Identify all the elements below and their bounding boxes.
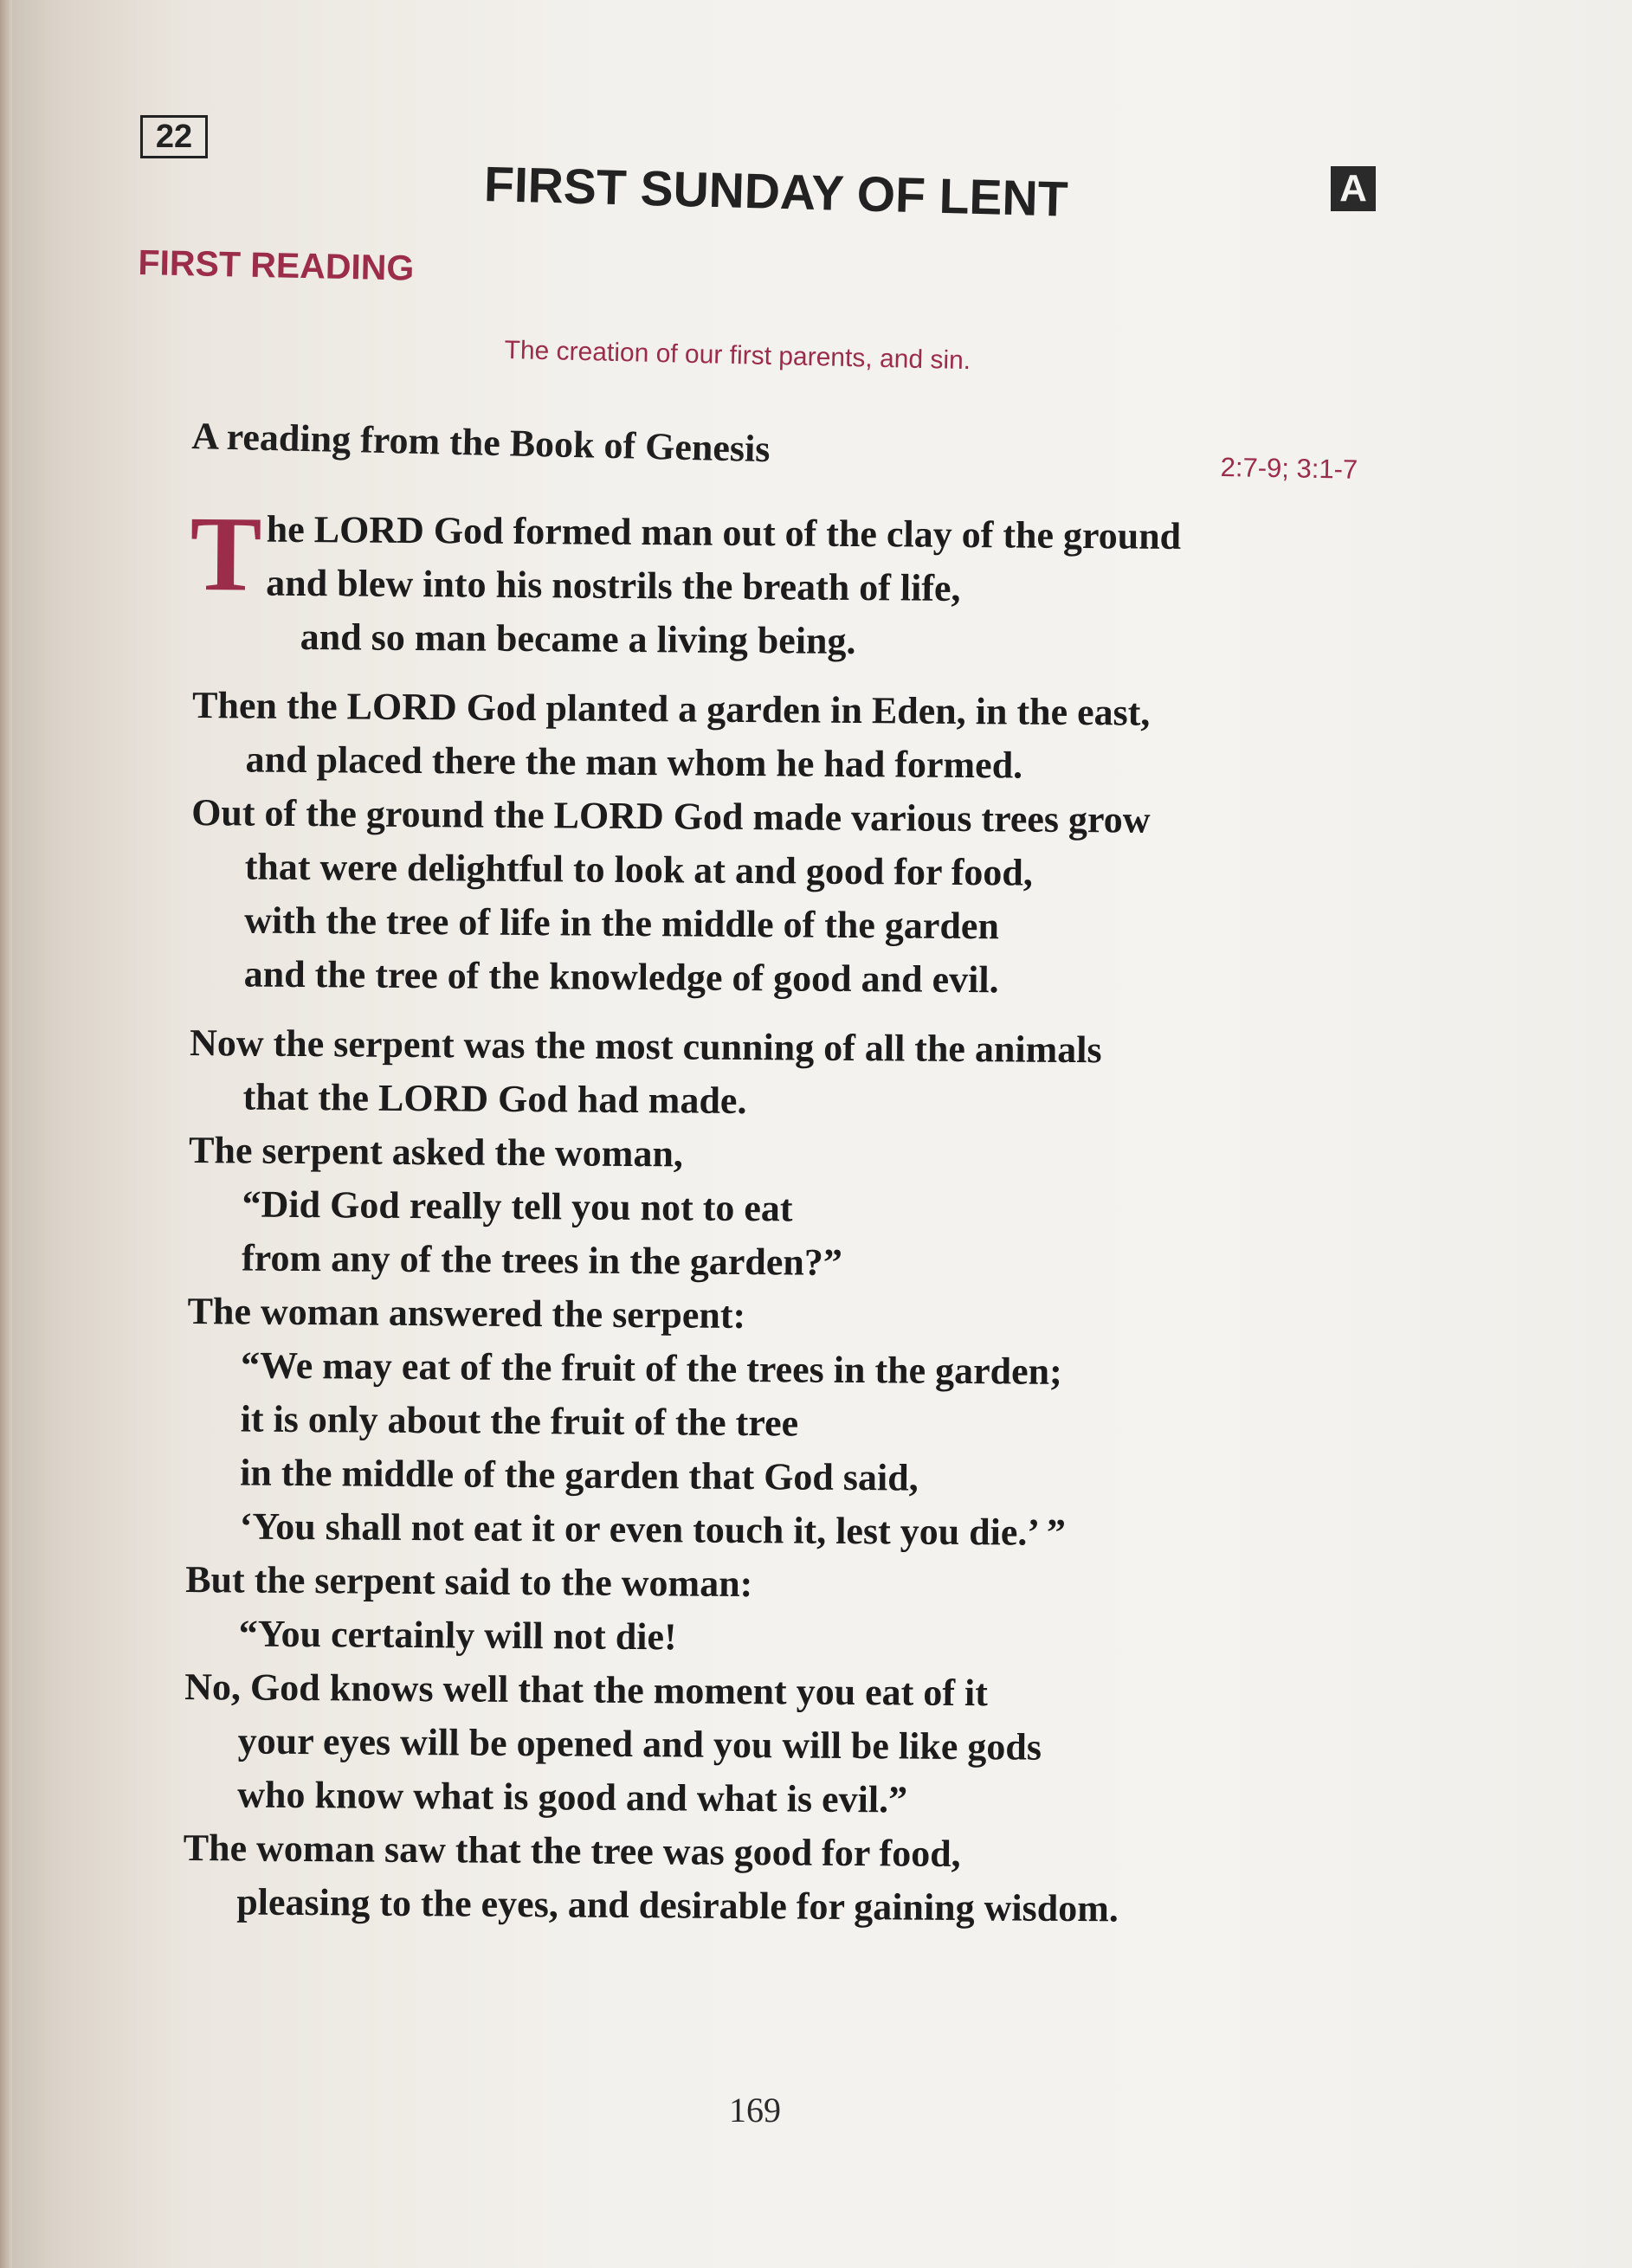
text-line: But the serpent said to the woman: (185, 1557, 753, 1606)
text-line: “You certainly will not die! (238, 1612, 677, 1659)
drop-cap: T (189, 493, 262, 614)
text-line: “Did God really tell you not to eat (242, 1182, 793, 1230)
text-line: it is only about the fruit of the tree (240, 1397, 799, 1445)
text-line: No, God knows well that the moment you eat of it (184, 1665, 989, 1715)
page-edge (0, 0, 12, 2268)
text-line: your eyes will be opened and you will be like gods (237, 1719, 1042, 1769)
text-line: that were delightful to look at and good for food, (244, 845, 1034, 894)
page-title: FIRST SUNDAY OF LENT (483, 156, 1069, 228)
text-line: with the tree of life in the middle of the garden (244, 899, 1000, 948)
text-line: and blew into his nostrils the breath of life, (266, 561, 961, 609)
section-heading: FIRST READING (138, 242, 415, 288)
scripture-citation: 2:7-9; 3:1-7 (1220, 452, 1358, 485)
text-line: pleasing to the eyes, and desirable for gaining wisdom. (236, 1880, 1119, 1930)
reading-lines (183, 679, 1335, 1937)
text-line: he LORD God formed man out of the clay of the ground (266, 507, 1182, 557)
text-line: and placed there the man whom he had formed. (245, 738, 1023, 787)
text-line: that the LORD God had made. (242, 1075, 747, 1123)
reading-intro: A reading from the Book of Genesis (190, 414, 771, 471)
text-line: Out of the ground the LORD God made various trees grow (190, 790, 1151, 841)
text-line: The serpent asked the woman, (188, 1128, 684, 1176)
reading-body (183, 493, 1337, 1937)
text-line: in the middle of the garden that God said, (240, 1451, 919, 1499)
lectionary-number-box: 22 (140, 115, 208, 158)
text-line: The woman saw that the tree was good for food, (183, 1826, 961, 1876)
first-paragraph (189, 493, 1337, 672)
year-badge: A (1331, 166, 1376, 211)
text-line: Then the LORD God planted a garden in Eden, in the east, (191, 683, 1151, 734)
text-line: and so man became a living being. (300, 615, 856, 663)
text-line: who know what is good and what is evil.” (237, 1773, 908, 1821)
reading-summary: The creation of our first parents, and sin. (504, 336, 971, 376)
text-line: from any of the trees in the garden?” (241, 1236, 843, 1284)
text-line: The woman answered the serpent: (187, 1289, 746, 1337)
text-line: ‘You shall not eat it or even touch it, lest you die.’ ” (239, 1504, 1066, 1554)
page-number: 169 (729, 2091, 781, 2129)
text-line: Now the serpent was the most cunning of all the animals (189, 1021, 1102, 1072)
text-line: and the tree of the knowledge of good and evil. (243, 952, 999, 1002)
text-line: “We may eat of the fruit of the trees in the garden; (240, 1343, 1062, 1393)
